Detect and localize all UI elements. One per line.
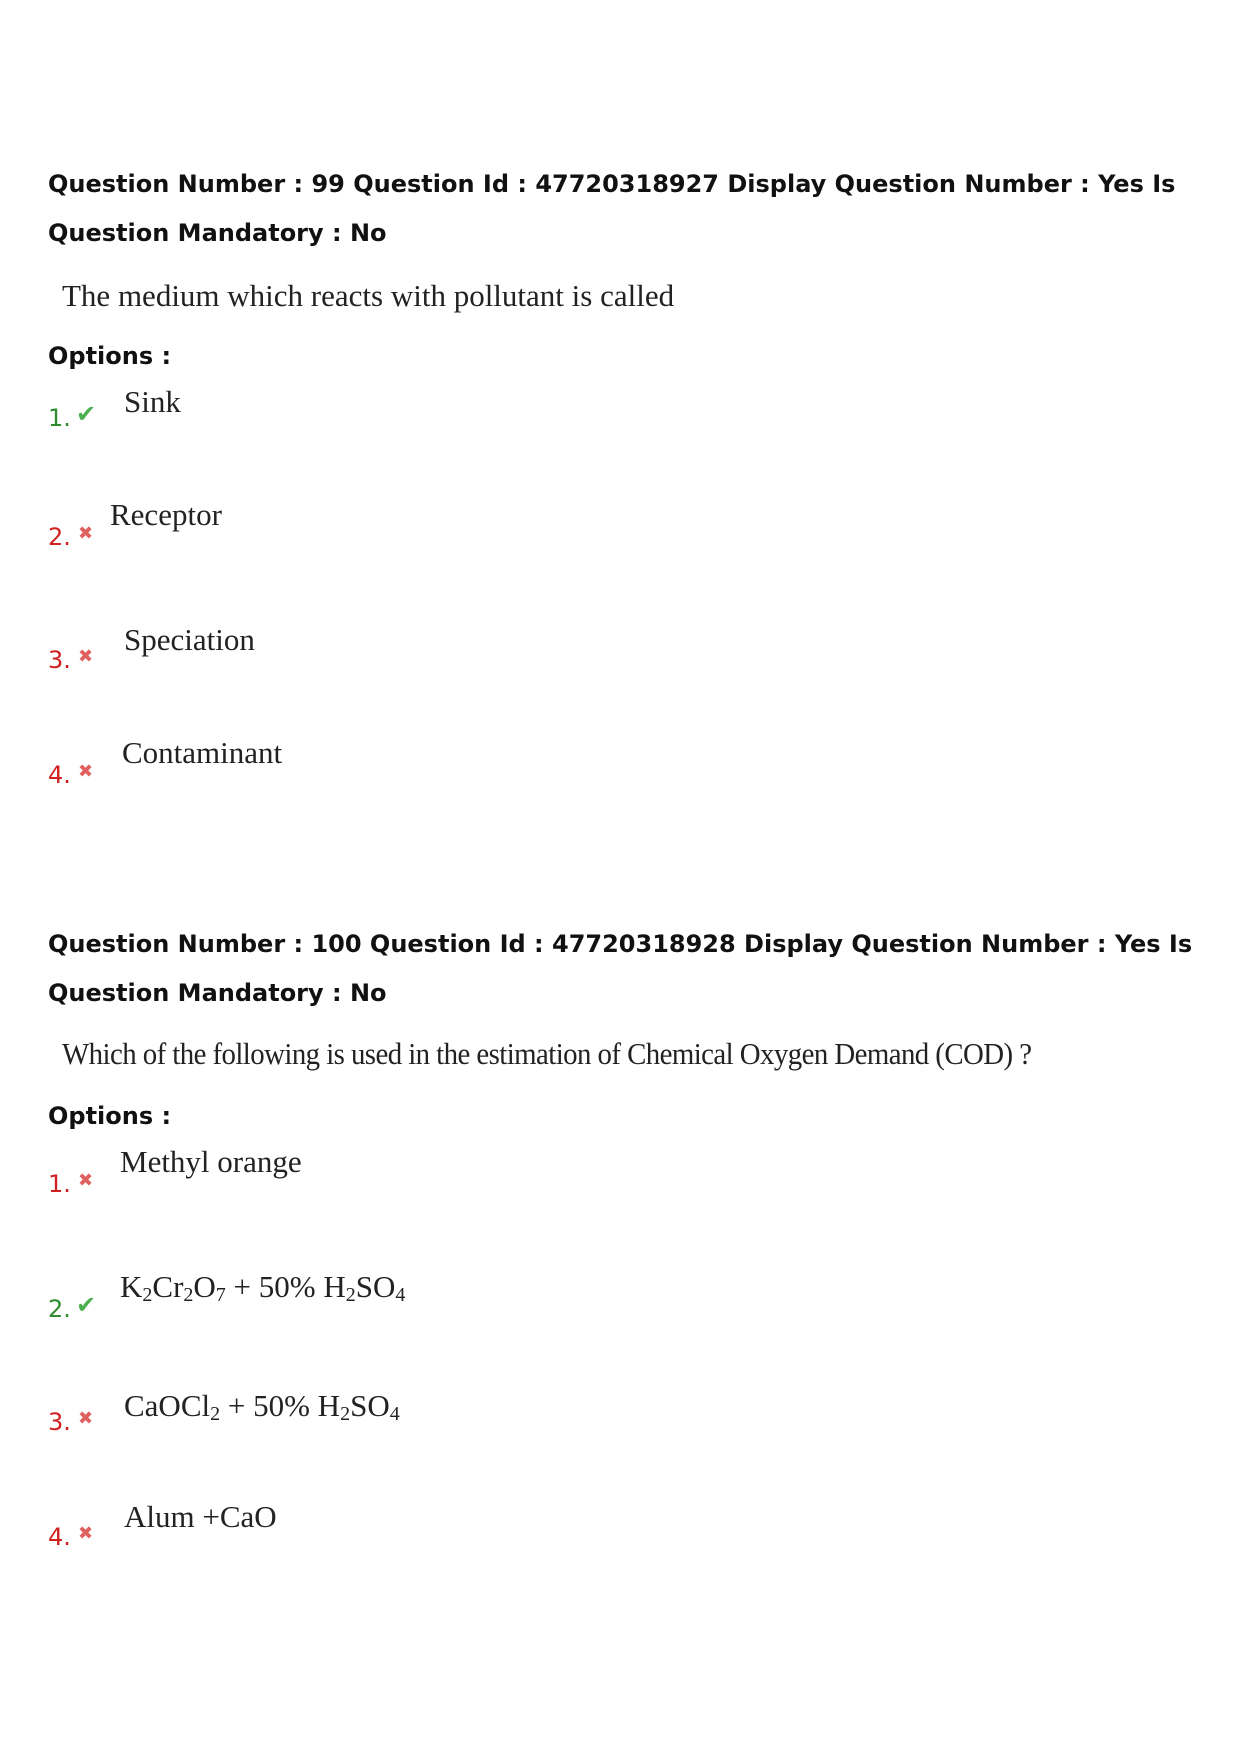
cross-icon: ✖ <box>78 523 94 544</box>
option-item <box>48 497 1208 628</box>
options-label: Options : <box>48 342 172 370</box>
option-item <box>48 1142 1208 1265</box>
option-item <box>48 622 1208 751</box>
option-text: Methyl orange <box>120 1144 302 1179</box>
option-text: Contaminant <box>122 735 283 770</box>
option-item <box>48 382 1208 505</box>
option-number: 1. <box>48 1170 71 1198</box>
option-number: 3. <box>48 646 71 674</box>
check-icon: ✔ <box>76 1291 97 1319</box>
cross-icon: ✖ <box>78 1408 94 1429</box>
option-text: $K_2Cr_2O_7 + 50\%$ $H_2SO_4$ <box>120 1269 406 1306</box>
option-text: Receptor <box>110 497 222 532</box>
option-text: Speciation <box>124 622 255 657</box>
option-number: 2. <box>48 523 71 551</box>
option-text: Sink <box>124 384 181 419</box>
question-meta: Question Number : 100 Question Id : 47720318928 Display Question Number : Yes Is Question Mandatory : No <box>48 930 1193 1007</box>
option-number: 2. <box>48 1295 71 1323</box>
option-item <box>48 1499 1208 1634</box>
option-number: 4. <box>48 761 71 789</box>
cross-icon: ✖ <box>78 761 94 782</box>
option-item <box>48 735 1208 874</box>
option-number: 1. <box>48 404 71 432</box>
question-stem: Which of the following is used in the estimation of Chemical Oxygen Demand (COD) ? <box>62 1036 1032 1071</box>
question-stem: The medium which reacts with pollutant is called <box>62 278 675 313</box>
option-text: Alum +CaO <box>124 1499 277 1534</box>
option-item <box>48 1388 1208 1511</box>
option-item <box>48 1265 1208 1388</box>
cross-icon: ✖ <box>78 1170 94 1191</box>
question-block-100 <box>48 920 1208 1634</box>
question-meta: Question Number : 99 Question Id : 47720318927 Display Question Number : Yes Is Question Mandatory : No <box>48 170 1176 247</box>
option-number: 4. <box>48 1523 71 1551</box>
option-number: 3. <box>48 1408 71 1436</box>
option-text: CaOCl$_2$ + 50% $H_2SO_4$ <box>124 1388 400 1425</box>
options-label: Options : <box>48 1102 172 1130</box>
question-block-99 <box>48 160 1208 874</box>
cross-icon: ✖ <box>78 1523 94 1544</box>
check-icon: ✔ <box>76 400 97 428</box>
cross-icon: ✖ <box>78 646 94 667</box>
